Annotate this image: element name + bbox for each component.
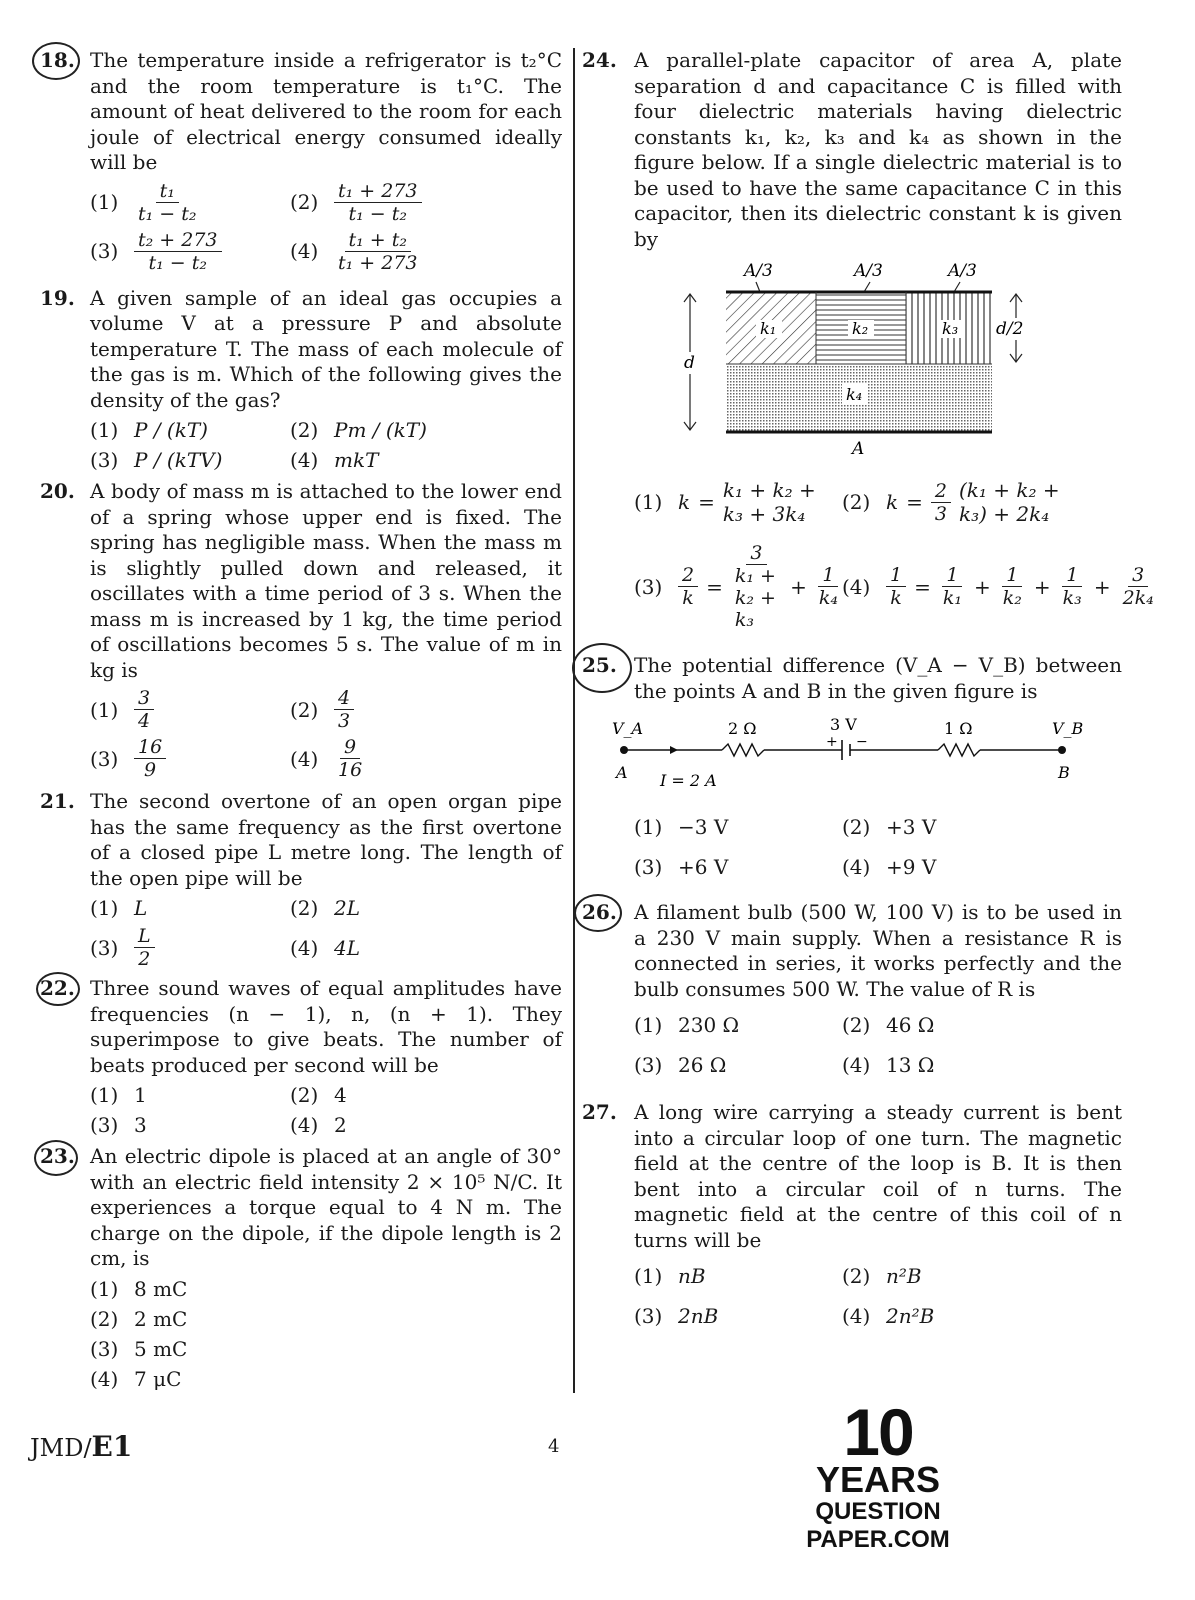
circuit-figure (612, 716, 1092, 796)
hand-circle-mark (574, 894, 622, 932)
question-24 (582, 48, 1154, 631)
battery-label: 3 V (830, 716, 857, 734)
option-4[interactable]: (4) 2 (290, 1113, 347, 1137)
paper-code: JMD/E1 (30, 1430, 133, 1463)
options (90, 895, 562, 970)
option-1[interactable]: (1) $\frac{\text{t₁}}{\text{t₁ − t₂}}$ (90, 179, 197, 225)
r2-label: 1 Ω (944, 719, 973, 738)
logo-site-name: QUESTION PAPER.COM (806, 1498, 950, 1553)
area-label-3: A/3 (948, 261, 977, 281)
question-number: 24. (582, 48, 617, 72)
hand-circle-mark (34, 1140, 78, 1176)
option-3[interactable]: (3) 26 Ω (634, 1053, 727, 1077)
option-2[interactable]: (2) 46 Ω (842, 1013, 935, 1037)
option-2[interactable]: (2) 2 mC (90, 1306, 188, 1331)
question-19 (32, 286, 562, 474)
question-27 (582, 1100, 1122, 1329)
option-4[interactable]: (4) 2n²B (842, 1304, 935, 1328)
question-text: A body of mass m is attached to the lower end of a spring whose upper end is fixed. The spring has negligible mass. When the mass m is slightly pulled down and released, it oscillates with a time period of 3 s. When the mass m is increased by 1 kg, the time period of oscillations becomes 5 s. The value of m in kg is (90, 479, 562, 682)
capacitor-figure (664, 258, 1024, 458)
option-1[interactable]: (1) P / (kT) (90, 418, 208, 442)
options (90, 1082, 562, 1138)
option-4[interactable]: (4) $\frac{9}{16}$ (290, 736, 363, 781)
option-3[interactable]: (3) $\frac{2}{k}$ = $\frac{3}{\text{k₁ + k₂ + k₃}}$ + $\frac{1}{\text{k₄}}$ (634, 542, 838, 631)
option-3[interactable]: (3) 3 (90, 1113, 147, 1137)
option-3[interactable]: (3) 5 mC (90, 1336, 188, 1361)
va-label: V_A (612, 719, 644, 738)
option-3[interactable]: (3) $\frac{L}{2}$ (90, 925, 290, 970)
question-number: 18. (40, 48, 75, 72)
question-25 (582, 653, 1122, 880)
option-3[interactable]: (3) 2nB (634, 1304, 719, 1328)
question-18 (32, 48, 562, 274)
option-2[interactable]: (2) 4 (290, 1083, 347, 1107)
option-1[interactable]: (1) 1 (90, 1083, 147, 1107)
option-4[interactable]: (4) +9 V (842, 855, 937, 879)
option-3[interactable]: (3) $\frac{\text{t₂ + 273}}{\text{t₁ − t₂}}$ (90, 229, 290, 274)
b-label: B (1058, 763, 1070, 782)
option-1[interactable]: (1) 230 Ω (634, 1013, 740, 1037)
option-2[interactable]: (2) $\frac{4}{3}$ (290, 687, 550, 732)
option-1[interactable]: (1) nB (634, 1264, 706, 1288)
question-number: 25. (582, 653, 617, 677)
options (634, 1263, 1122, 1329)
question-number: 26. (582, 900, 617, 924)
vb-label: V_B (1052, 719, 1084, 738)
options (90, 1276, 562, 1392)
option-1[interactable]: (1) $\frac{3}{4}$ (90, 687, 290, 732)
plus-label: + (826, 734, 838, 750)
option-4[interactable]: (4) 4L (290, 935, 361, 960)
option-3[interactable]: (3) $\frac{16}{9}$ (90, 736, 290, 781)
options (90, 417, 562, 473)
d-half-label: d/2 (996, 319, 1024, 339)
column-divider (573, 48, 575, 1393)
logo-number: 10 (843, 1395, 913, 1469)
option-2[interactable]: (2) k = $\frac{2}{3}$ (k₁ + k₂ + k₃) + 2k₄ (842, 478, 1060, 526)
right-column (582, 48, 1154, 1335)
question-text: The potential difference (V_A − V_B) between the points A and B in the given figure is (634, 653, 1122, 703)
question-text: An electric dipole is placed at an angle of 30° with an electric field intensity 2 × 10⁵ N/C. It experiences a torque equal to 4 N m. The charge on the dipole, if the dipole length is 2 cm, is (90, 1144, 562, 1270)
option-4[interactable]: (4) $\frac{\text{t₁ + t₂}}{\text{t₁ + 273}}$ (290, 228, 418, 274)
question-text: The temperature inside a refrigerator is t₂°C and the room temperature is t₁°C. The amount of heat delivered to the room for each joule of electrical energy consumed ideally will be (90, 48, 562, 174)
option-2[interactable]: (2) 2L (290, 896, 361, 920)
hand-circle-mark (36, 972, 80, 1006)
r1-label: 2 Ω (728, 719, 757, 738)
area-label-1: A/3 (744, 261, 773, 281)
question-text: A given sample of an ideal gas occupies a volume V at a pressure P and absolute temperature T. The mass of each molecule of the gas is m. Which of the following gives the density of the gas? (90, 285, 562, 412)
question-number: 27. (582, 1100, 617, 1124)
logo-years: YEARS (815, 1459, 941, 1500)
k1-label: k₁ (760, 319, 777, 338)
option-2[interactable]: (2) $\frac{\text{t₁ + 273}}{\text{t₁ − t₂}}$ (290, 180, 550, 225)
question-number: 23. (40, 1144, 75, 1168)
options (634, 478, 1154, 631)
option-4[interactable]: (4) mkT (290, 448, 379, 472)
question-text: Three sound waves of equal amplitudes have frequencies (n − 1), n, (n + 1). They superimpose to give beats. The number of beats produced per second will be (90, 976, 562, 1077)
area-label-2: A/3 (854, 261, 883, 281)
question-text: A long wire carrying a steady current is bent into a circular loop of one turn. The magnetic field at the centre of the loop is B. It is then bent into a circular coil of n turns. The magnetic field at the centre of this coil of n turns will be (634, 1100, 1122, 1252)
k2-label: k₂ (852, 319, 869, 338)
question-text: The second overtone of an open organ pipe has the same frequency as the first overtone of a closed pipe L metre long. The length of the open pipe will be (90, 789, 562, 890)
option-1[interactable]: (1) 8 mC (90, 1276, 188, 1301)
question-number: 21. (40, 789, 75, 813)
option-1[interactable]: (1) k = k₁ + k₂ + k₃ + 3k₄ (634, 478, 816, 526)
question-20 (32, 479, 562, 781)
question-26 (582, 900, 1122, 1078)
options (90, 687, 562, 781)
area-bottom-label: A (852, 439, 865, 458)
option-2[interactable]: (2) Pm / (kT) (290, 418, 427, 442)
d-label: d (684, 353, 695, 373)
option-4[interactable]: (4) $\frac{1}{k}$ = $\frac{1}{\text{k₁}}$ + $\frac{1}{\text{k₂}}$ + $\frac{1}{\text{k₃}}$ + $\frac{3}{\text{2k₄}}$ (842, 564, 1154, 609)
options (634, 1012, 1122, 1078)
question-text: A parallel-plate capacitor of area A, plate separation d and capacitance C is filled with four dielectric materials having dielectric constants k₁, k₂, k₃ and k₄ as shown in the figure below. If a single dielectric material is to be used to have the same capacitance C in this capacitor, then its dielectric constant k is given by (634, 48, 1122, 251)
option-2[interactable]: (2) +3 V (842, 815, 937, 839)
a-label: A (616, 763, 628, 782)
option-1[interactable]: (1) −3 V (634, 815, 729, 839)
question-23 (32, 1144, 562, 1392)
option-3[interactable]: (3) P / (kTV) (90, 448, 223, 472)
hand-circle-mark (32, 42, 80, 80)
option-4[interactable]: (4) 13 Ω (842, 1053, 935, 1077)
option-4[interactable]: (4) 7 μC (90, 1366, 182, 1391)
k3-label: k₃ (942, 319, 959, 338)
current-label: I = 2 A (660, 771, 717, 790)
options (634, 814, 1122, 880)
question-number: 20. (40, 479, 75, 503)
question-text: A filament bulb (500 W, 100 V) is to be used in a 230 V main supply. When a resistance R is connected in series, it works perfectly and the bulb consumes 500 W. The value of R is (634, 900, 1122, 1001)
option-3[interactable]: (3) +6 V (634, 855, 729, 879)
page-number: 4 (548, 1436, 560, 1457)
question-number: 19. (40, 285, 75, 310)
hand-circle-mark (572, 643, 632, 693)
options (90, 180, 562, 274)
question-number: 22. (40, 976, 75, 1000)
question-22 (32, 976, 562, 1138)
k4-label: k₄ (846, 385, 863, 404)
minus-label: − (856, 734, 868, 750)
option-2[interactable]: (2) n²B (842, 1264, 922, 1288)
option-1[interactable]: (1) L (90, 896, 148, 920)
site-logo (748, 1395, 1008, 1554)
left-column (32, 48, 562, 1398)
question-21 (32, 789, 562, 970)
